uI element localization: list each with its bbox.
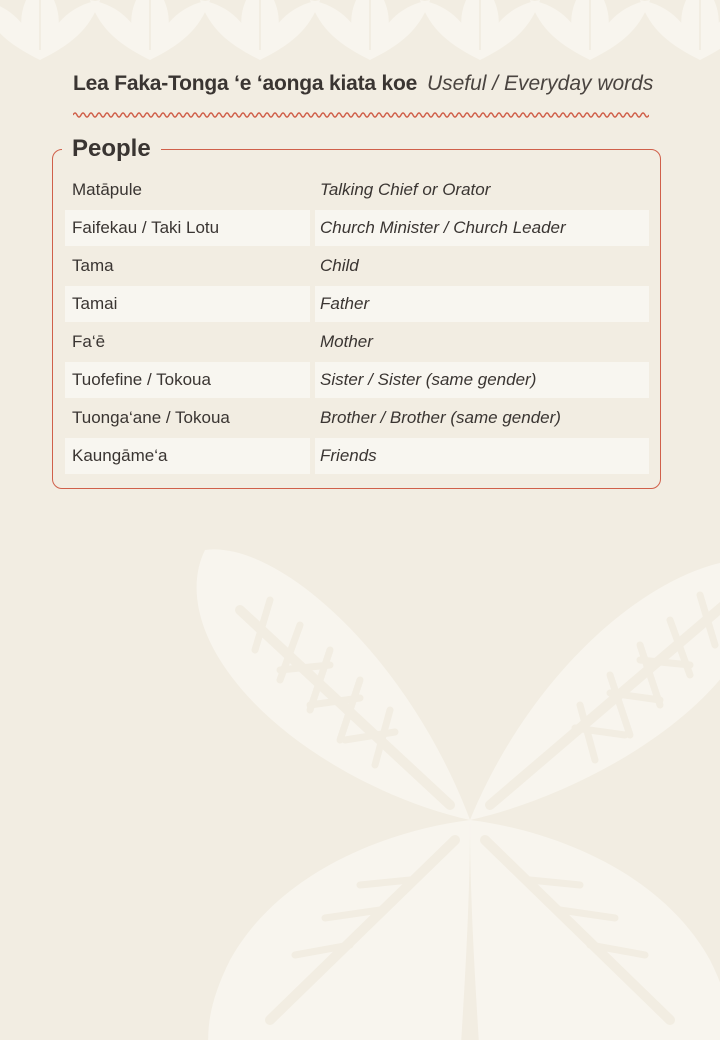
meaning-cell: Talking Chief or Orator (320, 180, 491, 199)
term-cell: Faifekau / Taki Lotu (65, 210, 310, 246)
meaning-cell: Brother / Brother (same gender) (320, 408, 561, 427)
table-row (65, 286, 649, 322)
page-title: Lea Faka-Tonga ‘e ‘aonga kiata koe (73, 72, 418, 95)
table-row (65, 210, 649, 246)
table-row (65, 172, 649, 208)
table-row (65, 438, 649, 474)
term-cell: Tuonga‘ane / Tokoua (72, 408, 230, 427)
meaning-cell: Sister / Sister (same gender) (315, 362, 649, 398)
page-subtitle: Useful / Everyday words (426, 72, 654, 95)
page-header (73, 70, 673, 98)
tapa-leaf-motif-icon (160, 540, 720, 1040)
tapa-leaf-pattern-icon (0, 0, 720, 60)
meaning-cell: Mother (320, 332, 373, 351)
meaning-cell: Father (315, 286, 649, 322)
table-row (65, 362, 649, 398)
table-row (65, 324, 649, 360)
table-row (65, 400, 649, 436)
term-cell: Matāpule (72, 180, 142, 199)
meaning-cell: Friends (315, 438, 649, 474)
section-title: People (62, 134, 161, 164)
term-cell: Tuofefine / Tokoua (65, 362, 310, 398)
term-cell: Fa‘ē (72, 332, 106, 351)
term-cell: Kaungāme‘a (65, 438, 310, 474)
meaning-cell: Child (320, 256, 359, 275)
table-row (65, 248, 649, 284)
term-cell: Tama (72, 256, 114, 275)
wavy-divider-icon (73, 109, 649, 121)
term-cell: Tamai (65, 286, 310, 322)
vocab-table (65, 172, 649, 476)
meaning-cell: Church Minister / Church Leader (315, 210, 649, 246)
